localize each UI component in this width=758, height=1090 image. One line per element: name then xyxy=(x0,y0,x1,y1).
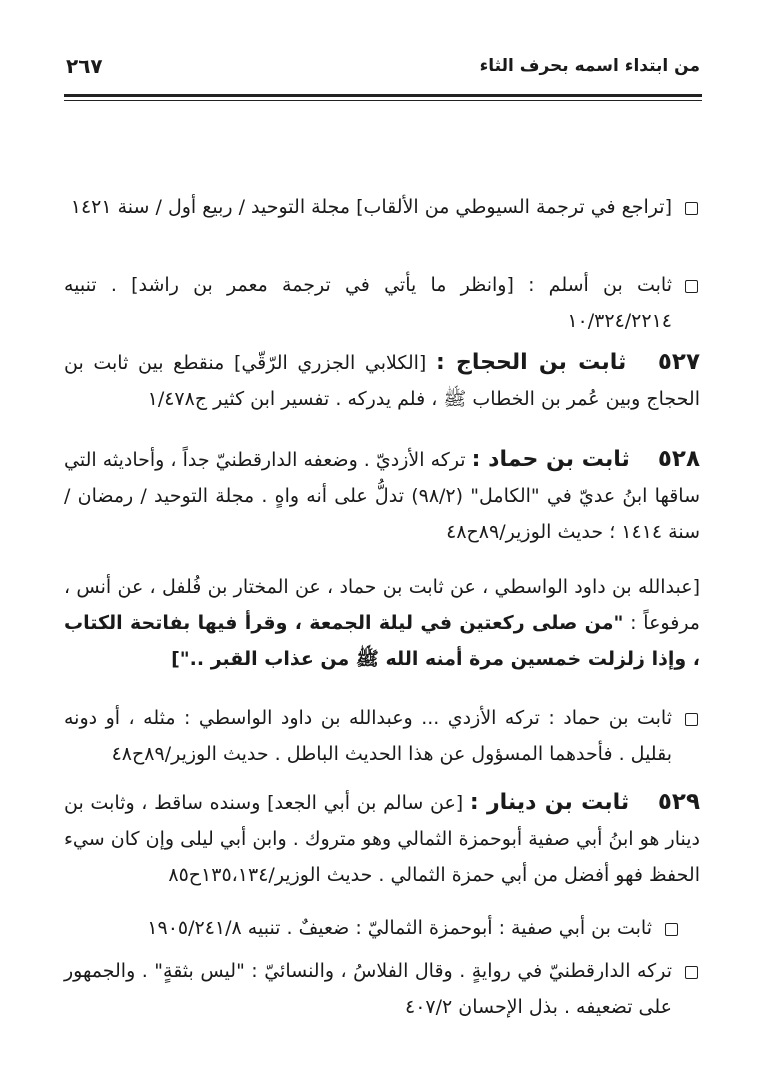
entry-text: تركه الأزديّ . وضعفه الدارقطنيّ جداً ، وأحاديثه التي ساقها ابنُ عديّ في "الكامل" (٩٨/٢) تدلُّ على أنه واهٍ . مجلة التوحيد / رمضان / سنة ١٤١٤ ؛ حديث الوزير/٨٩ح٤٨ xyxy=(64,449,700,543)
note-bullet xyxy=(64,910,680,946)
note-bullet xyxy=(64,953,700,1025)
entry-name: ثابت بن دينار : xyxy=(469,790,630,815)
entry-number: ٥٢٧ xyxy=(657,349,700,375)
entry-text: [الكلابي الجزري الرّقّي] منقطع بين ثابت بن الحجاج وبين عُمر بن الخطاب ﷺ ، فلم يدركه . تفسير ابن كثير ج١/٤٧٨ xyxy=(64,352,700,410)
page-header xyxy=(66,56,700,86)
entry-number: ٥٢٨ xyxy=(657,446,700,472)
note-bullet xyxy=(64,700,700,772)
entry-529 xyxy=(64,784,700,893)
note-bullet xyxy=(64,267,700,339)
quote-text: "من صلى ركعتين في ليلة الجمعة ، وقرأ فيها بفاتحة الكتاب ، وإذا زلزلت خمسين مرة أمنه الله ﷺ من عذاب القبر .."] xyxy=(64,612,700,670)
entry-text: [عن سالم بن أبي الجعد] وسنده ساقط ، وثابت بن دينار هو ابنُ أبي صفية أبوحمزة الثمالي وهو متروك . وابن أبي ليلى وإن كان سيء الحفظ فهو أفضل من أبي حمزة الثمالي . حديث الوزير/١٣٥،١٣٤ح٨٥ xyxy=(64,792,700,886)
entry-number: ٥٢٩ xyxy=(657,789,700,815)
note-text: ثابت بن حماد : تركه الأزدي ... وعبدالله بن داود الواسطي : مثله ، أو دونه بقليل . فأحدهما المسؤول عن هذا الحديث الباطل . حديث الوزير/٨٩ح٤٨ xyxy=(64,707,672,765)
page-number: ٢٦٧ xyxy=(66,54,103,78)
note-text: ثابت بن أسلم : [وانظر ما يأتي في ترجمة معمر بن راشد] . تنبيه ١٠/٣٢٤/٢٢١٤ xyxy=(64,274,672,332)
entry-527 xyxy=(64,344,700,417)
running-title: من ابتداء اسمه بحرف الثاء xyxy=(479,56,700,76)
hadith-quote xyxy=(64,569,700,677)
quote-chain: [عبدالله بن داود الواسطي ، عن ثابت بن حماد ، عن المختار بن فُلفل ، عن أنس ، مرفوعاً : xyxy=(64,576,700,634)
header-rule-thin xyxy=(64,100,702,101)
entry-528 xyxy=(64,441,700,550)
entry-name: ثابت بن الحجاج : xyxy=(435,350,627,375)
header-rule-thick xyxy=(64,94,702,97)
note-text: [تراجع في ترجمة السيوطي من الألقاب] مجلة التوحيد / ربيع أول / سنة ١٤٢١ xyxy=(70,196,672,218)
note-bullet xyxy=(64,189,700,225)
entry-name: ثابت بن حماد : xyxy=(471,447,630,472)
note-text: ثابت بن أبي صفية : أبوحمزة الثماليّ : ضعيفٌ . تنبيه ١٩٠٥/٢٤١/٨ xyxy=(147,917,652,939)
note-text: تركه الدارقطنيّ في روايةٍ . وقال الفلاسُ ، والنسائيّ : "ليس بثقةٍ" . والجمهور على تضعيفه . بذل الإحسان ٤٠٧/٢ xyxy=(64,960,672,1018)
